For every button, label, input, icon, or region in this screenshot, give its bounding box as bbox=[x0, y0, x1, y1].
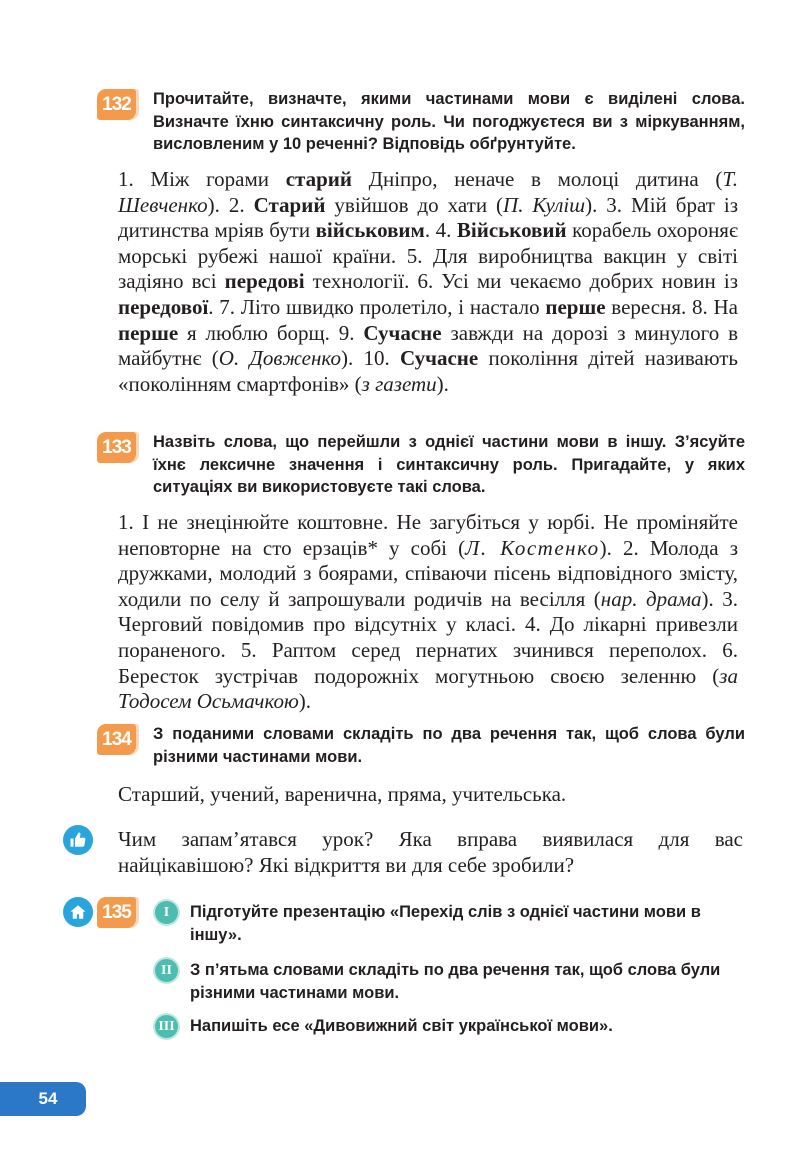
level-badge: III bbox=[155, 1015, 178, 1038]
exercise-number-badge: 132 bbox=[97, 89, 136, 120]
exercise-number-badge: 133 bbox=[97, 432, 136, 463]
level-task: Напишіть есе «Дивовижний світ української мови». bbox=[190, 1017, 613, 1035]
homework-level-1 bbox=[155, 901, 745, 946]
homework-level-2 bbox=[155, 959, 745, 1004]
reflection-questions: Чим запам’ятався урок? Яка вправа виявилася для вас найцікавішою? Які відкриття ви для себе зробили? bbox=[118, 827, 743, 877]
exercise-133 bbox=[97, 431, 745, 499]
level-badge: I bbox=[155, 901, 178, 924]
homework-level-3 bbox=[155, 1015, 745, 1038]
level-task: Підготуйте презентацію «Перехід слів з однієї частини мови в іншу». bbox=[190, 903, 701, 944]
home-icon bbox=[63, 897, 93, 927]
exercise-134-words bbox=[118, 782, 738, 808]
word-list: Старший, учений, варенична, пряма, учительська. bbox=[118, 782, 567, 806]
sentences-paragraph: 1. Між горами старий Дніпро, неначе в молоці дитина (Т. Шевченко). 2. Старий увійшов до хати (П. Куліш). 3. Мій брат із дитинства мріяв бути військовим. 4. Військовий корабель охороняє морські рубежі нашої країни. 5. Для виробництва вакцин у світі задіяно всі передові технології. 6. Усі ми чекаємо добрих новин із передової. 7. Літо швидко пролетіло, і настало перше вересня. 8. На перше я люблю борщ. 9. Сучасне завжди на дорозі з минулого в майбутнє (О. Довженко). 10. Сучасне покоління дітей називають «поколінням смартфонів» (з газети). bbox=[118, 167, 739, 396]
thumbs-up-icon bbox=[63, 825, 93, 855]
exercise-number-badge: 134 bbox=[97, 724, 136, 755]
level-task: З п’ятьма словами складіть по два речення так, щоб слова були різними частинами мови. bbox=[190, 961, 721, 1002]
exercise-132 bbox=[97, 88, 745, 156]
page-number: 54 bbox=[0, 1082, 86, 1116]
exercise-133-text bbox=[118, 510, 738, 715]
exercise-132-text bbox=[118, 167, 738, 397]
exercise-task: З поданими словами складіть по два речення так, щоб слова були різними частинами мови. bbox=[153, 725, 745, 766]
exercise-task: Назвіть слова, що перейшли з однієї частини мови в іншу. З’ясуйте їхнє лексичне значення і синтаксичну роль. Пригадайте, у яких ситуаціях ви використовуєте такі слова. bbox=[153, 433, 745, 496]
exercise-number-badge: 135 bbox=[97, 897, 136, 928]
exercise-task: Прочитайте, визначте, якими частинами мови є виділені слова. Визначте їхню синтаксичну роль. Чи погоджуєтеся ви з міркуванням, висловленим у 10 реченні? Відповідь обґрунтуйте. bbox=[153, 90, 745, 153]
exercise-134 bbox=[97, 723, 745, 768]
level-badge: II bbox=[155, 959, 178, 982]
sentences-paragraph: 1. І не знецінюйте коштовне. Не загубіться у юрбі. Не проміняйте неповторне на сто ерзаців* у собі (Л. Костенко). 2. Молода з дружками, молодий з боярами, співаючи пісень відповідного змісту, ходили по селу й запрошували родичів на весілля (нар. драма). 3. Черговий повідомив про відсутніх у класі. 4. До лікарні привезли пораненого. 5. Раптом серед пернатих зчинився переполох. 6. Бересток зустрічав подорожніх могутньою своєю зеленню (за Тодосем Осьмачкою). bbox=[118, 510, 738, 714]
